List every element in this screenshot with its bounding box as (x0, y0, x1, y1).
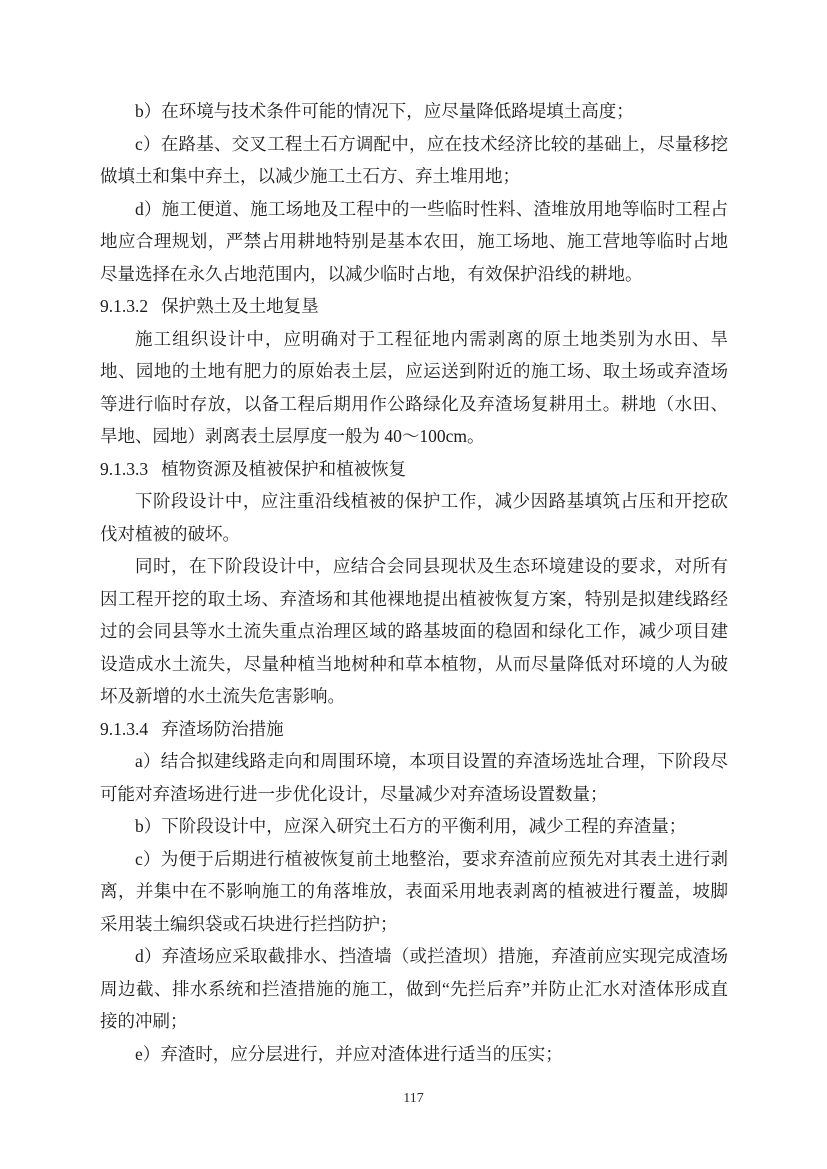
heading-number: 9.1.3.3 (100, 458, 149, 479)
paragraph-spoil-b: b）下阶段设计中，应深入研究土石方的平衡利用，减少工程的弃渣量； (135, 816, 687, 836)
document-body (100, 95, 728, 1070)
paragraph-item-d: d）施工便道、施工场地及工程中的一些临时性料、渣堆放用地等临时工程占地应合理规划，严禁占用耕地特别是基本农田，施工场地、施工营地等临时占地尽量选择在永久占地范围内，以减少临时占地，有效保护沿线的耕地。 (100, 198, 728, 284)
paragraph-topsoil: 施工组织设计中，应明确对于工程征地内需剥离的原土地类别为水田、旱地、园地的土地有肥力的原始表土层，应运送到附近的施工场、取土场或弃渣场等进行临时存放，以备工程后期用作公路绿化及弃渣场复耕用土。耕地（水田、旱地、园地）剥离表土层厚度一般为 40～100cm。 (100, 328, 728, 446)
paragraph-spoil-e: e）弃渣时，应分层进行，并应对渣体进行适当的压实； (135, 1043, 563, 1064)
heading-title: 植物资源及植被保护和植被恢复 (161, 458, 407, 479)
heading-9-1-3-3 (100, 453, 728, 486)
heading-number: 9.1.3.4 (100, 718, 149, 739)
heading-title: 保护熟土及土地复垦 (161, 296, 319, 316)
paragraph-vegetation-2: 同时，在下阶段设计中，应结合会同县现状及生态环境建设的要求，对所有因工程开挖的取土场、弃渣场和其他裸地提出植被恢复方案，特别是拟建线路经过的会同县等水土流失重点治理区域的路基坡面的稳固和绿化工作，减少项目建设造成水土流失，尽量种植当地树种和草本植物，从而尽量降低对环境的人为破坏及新增的水土流失危害影响。 (100, 556, 728, 706)
heading-title: 弃渣场防治措施 (161, 718, 284, 739)
paragraph-item-b: b）在环境与技术条件可能的情况下，应尽量降低路堤填土高度； (135, 101, 634, 121)
page-number: 117 (403, 1091, 424, 1106)
paragraph-vegetation-1: 下阶段设计中，应注重沿线植被的保护工作，减少因路基填筑占压和开挖砍伐对植被的破坏。 (100, 491, 728, 544)
heading-9-1-3-2 (100, 290, 728, 323)
paragraph-spoil-d: d）弃渣场应采取截排水、挡渣墙（或拦渣坝）措施，弃渣前应实现完成渣场周边截、排水系统和拦渣措施的施工，做到“先拦后弃”并防止汇水对渣体形成直接的冲刷； (100, 946, 728, 1031)
heading-number: 9.1.3.2 (100, 296, 149, 316)
paragraph-item-c: c）在路基、交叉工程土石方调配中，应在技术经济比较的基础上，尽量移挖做填土和集中弃土，以减少施工土石方、弃土堆用地； (100, 133, 728, 186)
paragraph-spoil-c: c）为便于后期进行植被恢复前土地整治，要求弃渣前应预先对其表土进行剥离，并集中在不影响施工的角落堆放，表面采用地表剥离的植被进行覆盖，坡脚采用装土编织袋或石块进行拦挡防护； (100, 848, 728, 934)
paragraph-spoil-a: a）结合拟建线路走向和周围环境，本项目设置的弃渣场选址合理，下阶段尽可能对弃渣场进行进一步优化设计，尽量减少对弃渣场设置数量； (100, 751, 728, 804)
heading-9-1-3-4 (100, 713, 728, 746)
